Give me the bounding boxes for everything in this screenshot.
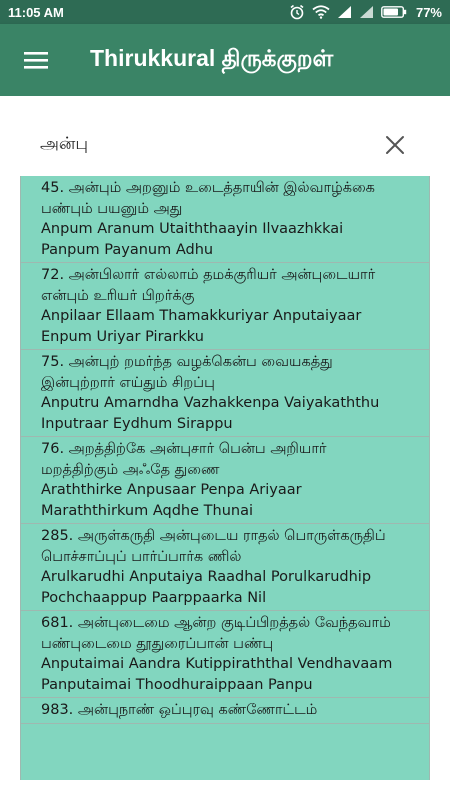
tamil-line1: 285. அருள்கருதி அன்புடைய ராதல் பொருள்கருதிப் bbox=[41, 528, 386, 544]
kural-result-item[interactable] bbox=[21, 611, 429, 698]
tamil-line2: மறத்திற்கும் அஃதே துணை bbox=[41, 461, 220, 478]
battery-percentage: 77% bbox=[415, 4, 442, 20]
tamil-line2: பண்பும் பயனும் அது bbox=[41, 200, 183, 217]
tamil-line1: 983. அன்புநாண் ஒப்புரவு கண்ணோட்டம் bbox=[41, 702, 318, 718]
kural-result-item[interactable] bbox=[21, 524, 429, 611]
translit-line1: Anpum Aranum Utaiththaayin Ilvaazhkkai bbox=[41, 221, 344, 237]
status-icons bbox=[289, 4, 442, 20]
translit-line1: Anputru Amarndha Vazhakkenpa Vaiyakaththu bbox=[41, 395, 380, 411]
tamil-line1: 76. அறத்திற்கே அன்புசார் பென்ப அறியார் bbox=[41, 441, 327, 457]
wifi-icon bbox=[312, 5, 330, 19]
tamil-line1: 681. அன்புடைமை ஆன்ற குடிப்பிறத்தல் வேந்தவாம் bbox=[41, 615, 391, 631]
tamil-line1: 72. அன்பிலார் எல்லாம் தமக்குரியர் அன்புடையார் bbox=[41, 267, 376, 283]
tamil-line2: பொச்சாப்புப் பார்ப்பார்க ணில் bbox=[41, 548, 242, 565]
translit-line1: Anputaimai Aandra Kutippiraththal Vendhavaam bbox=[41, 656, 393, 672]
alarm-icon bbox=[289, 4, 305, 20]
translit-line2: Inputraar Eydhum Sirappu bbox=[41, 415, 233, 432]
tamil-line2: என்பும் உரியர் பிறர்க்கு bbox=[41, 287, 195, 304]
status-bar bbox=[0, 0, 450, 24]
translit-line1: Anpilaar Ellaam Thamakkuriyar Anputaiyaar bbox=[41, 308, 362, 324]
translit-line1: Arulkarudhi Anputaiya Raadhal Porulkarudhip bbox=[41, 569, 372, 585]
signal-icon-2 bbox=[359, 5, 374, 19]
tamil-line2: இன்புற்றார் எய்தும் சிறப்பு bbox=[41, 374, 215, 391]
kural-result-item[interactable] bbox=[21, 698, 429, 724]
tamil-line2: பண்புடைமை தூதுரைப்பான் பண்பு bbox=[41, 635, 274, 652]
search-input[interactable] bbox=[40, 132, 360, 158]
kural-result-item[interactable] bbox=[21, 263, 429, 350]
translit-line2: Maraththirkum Aqdhe Thunai bbox=[41, 502, 253, 519]
translit-line2: Panpum Payanum Adhu bbox=[41, 241, 214, 258]
app-bar bbox=[0, 24, 450, 96]
translit-line2: Panputaimai Thoodhuraippaan Panpu bbox=[41, 676, 313, 693]
app-title: Thirukkural திருக்குறள் bbox=[90, 45, 334, 71]
status-time: 11:05 AM bbox=[8, 4, 64, 20]
results-list[interactable] bbox=[20, 176, 430, 780]
kural-result-item[interactable] bbox=[21, 350, 429, 437]
translit-line1: Araththirke Anpusaar Penpa Ariyaar bbox=[41, 482, 302, 498]
kural-result-item[interactable] bbox=[21, 437, 429, 524]
tamil-line1: 75. அன்புற் றமர்ந்த வழக்கென்ப வையகத்து bbox=[41, 354, 333, 370]
kural-result-item[interactable] bbox=[21, 176, 429, 263]
tamil-line1: 45. அன்பும் அறனும் உடைத்தாயின் இல்வாழ்க்கை bbox=[41, 180, 375, 196]
close-icon[interactable] bbox=[383, 133, 407, 157]
battery-icon bbox=[381, 6, 407, 18]
translit-line2: Enpum Uriyar Pirarkku bbox=[41, 328, 204, 345]
signal-icon bbox=[337, 5, 352, 19]
hamburger-menu-icon[interactable] bbox=[6, 24, 66, 96]
translit-line2: Pochchaappup Paarppaarka Nil bbox=[41, 589, 267, 606]
